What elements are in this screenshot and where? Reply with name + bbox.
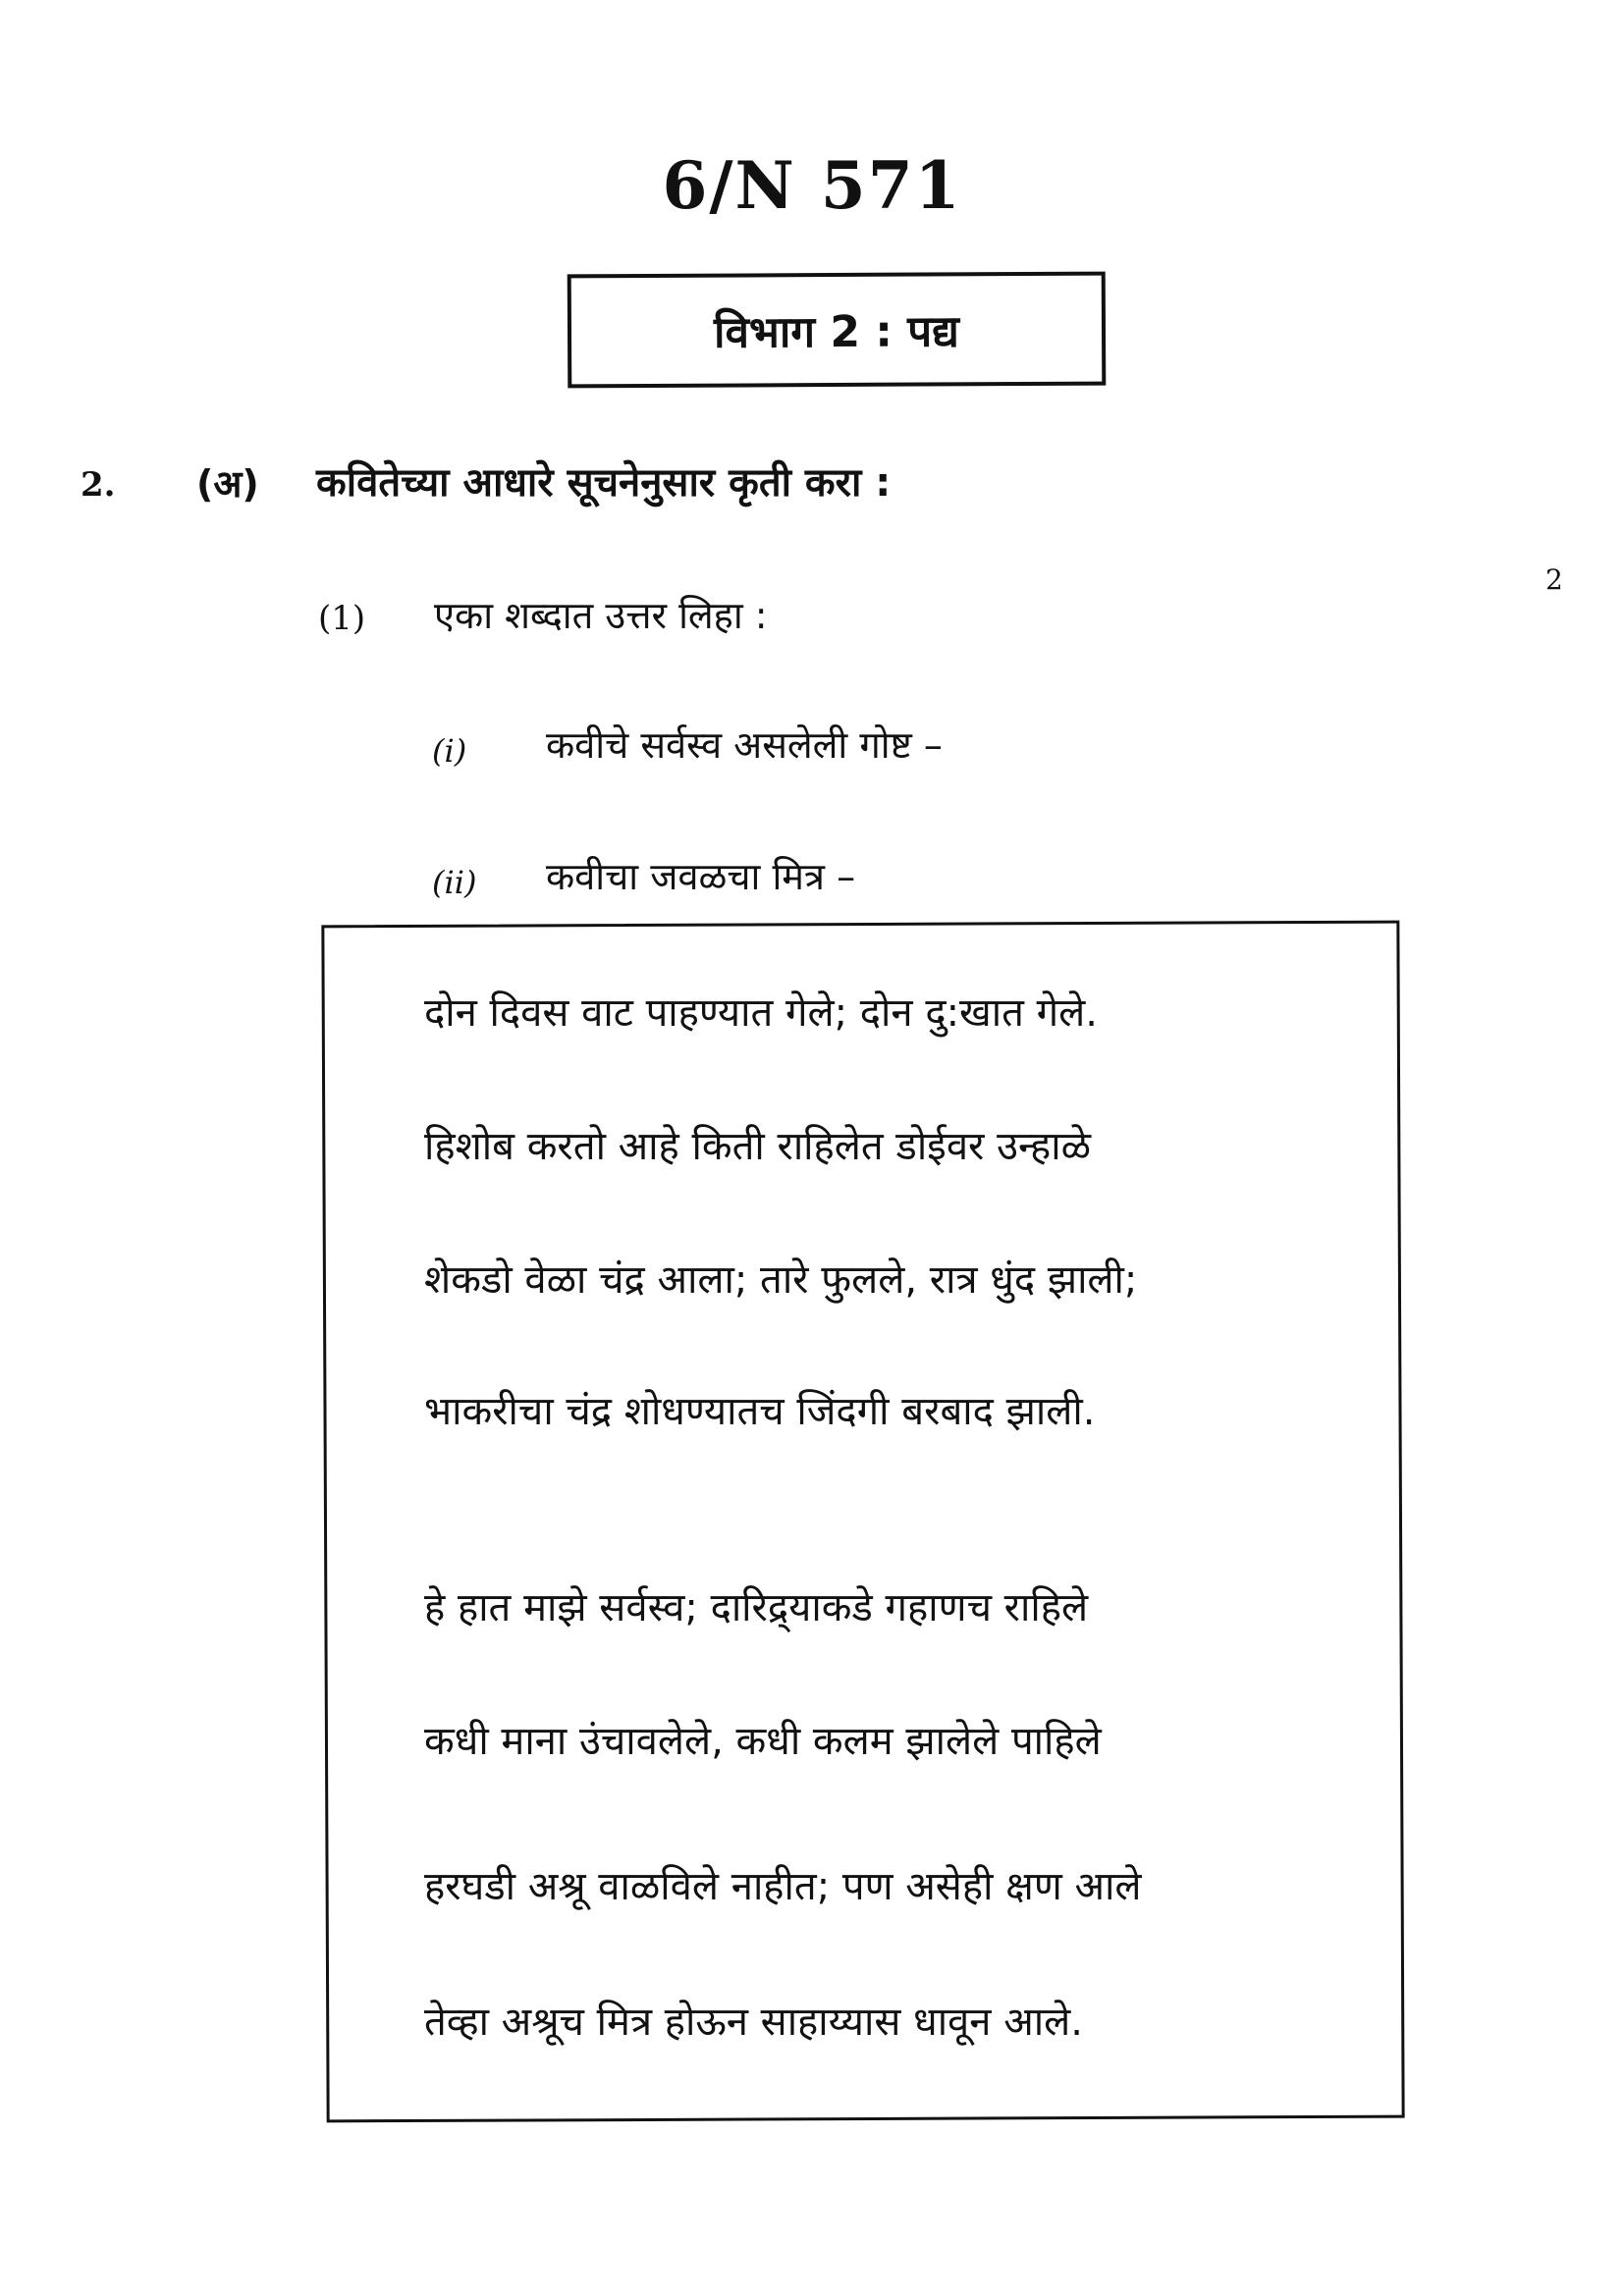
- paper-code: 6/N 571: [662, 147, 962, 224]
- question-part: (अ): [196, 462, 259, 506]
- poem-line: भाकरीचा चंद्र शोधण्यातच जिंदगी बरबाद झाली.: [424, 1389, 1096, 1434]
- sub-question-number: (1): [318, 599, 366, 638]
- poem-box: [321, 921, 1404, 2123]
- poem-line: कधी माना उंचावलेले, कधी कलम झालेले पाहिले: [424, 1719, 1102, 1764]
- poem-line: हिशोब करतो आहे किती राहिलेत डोईवर उन्हाळे: [424, 1124, 1092, 1169]
- item-text: कवीचे सर्वस्व असलेली गोष्ट –: [546, 723, 943, 767]
- poem-line: हरघडी अश्रू वाळविले नाहीत; पण असेही क्षण आले: [424, 1864, 1142, 1909]
- item-number: (i): [432, 732, 467, 770]
- poem-line: हे हात माझे सर्वस्व; दारिद्र्याकडे गहाणच राहिले: [424, 1585, 1089, 1630]
- item-text: कवीचा जवळचा मित्र –: [546, 855, 856, 898]
- poem-line: तेव्हा अश्रूच मित्र होऊन साहाय्यास धावून आले.: [424, 2000, 1083, 2045]
- sub-question-instruction: एका शब्दात उत्तर लिहा :: [434, 594, 768, 637]
- poem-line: दोन दिवस वाट पाहण्यात गेले; दोन दु:खात गेले.: [424, 990, 1098, 1036]
- item-number: (ii): [432, 864, 477, 901]
- poem-line: शेकडो वेळा चंद्र आला; तारे फुलले, रात्र धुंद झाली;: [424, 1257, 1138, 1303]
- section-title-box: [568, 272, 1107, 389]
- question-number: 2.: [81, 465, 116, 505]
- question-instruction: कवितेच्या आधारे सूचनेनुसार कृती करा :: [316, 460, 892, 506]
- marks: 2: [1545, 563, 1563, 596]
- section-title: विभाग 2 : पद्य: [713, 306, 960, 358]
